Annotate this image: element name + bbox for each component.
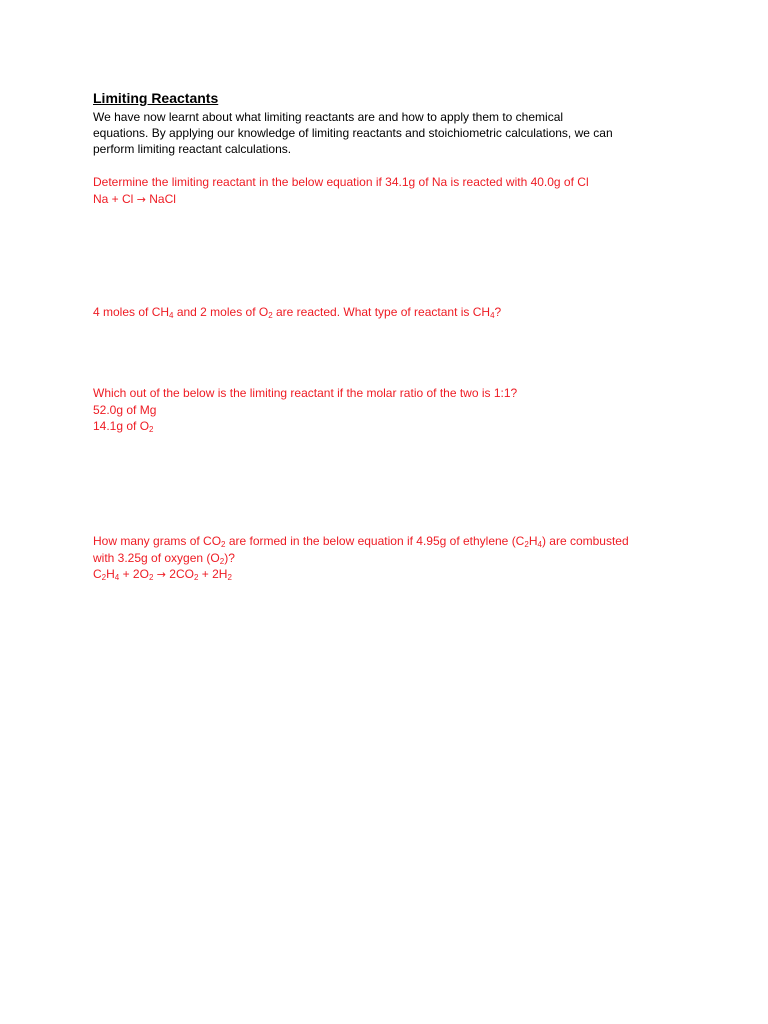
q4-l1-sub-2: 2 <box>524 540 529 549</box>
q4-eq-sub-5: 2 <box>227 573 232 582</box>
q2-part-1: 4 moles of CH <box>93 305 170 319</box>
q4-eq-a: C <box>93 567 102 581</box>
q4-l1-b: are formed in the below equation if 4.95g of ethylene (C <box>225 534 525 548</box>
q4-eq-sub-4: 2 <box>193 573 199 582</box>
q4-eq-sub-2: 4 <box>114 573 120 582</box>
question-3 <box>93 385 517 435</box>
q2-subscript-3: 4 <box>490 311 495 320</box>
q2-subscript-2: 2 <box>268 311 273 320</box>
question-4 <box>93 533 629 584</box>
reaction-arrow-icon: → <box>136 192 146 206</box>
question-4-equation <box>93 566 629 584</box>
question-4-text-line-2 <box>93 550 629 567</box>
q4-eq-sub-3: 2 <box>148 573 154 582</box>
q4-l2-a: with 3.25g of oxygen (O <box>93 550 220 565</box>
q4-eq-sub-1: 2 <box>101 573 107 582</box>
question-3-text: Which out of the below is the limiting reactant if the molar ratio of the two is 1:1? <box>93 386 518 400</box>
question-3-option-1: 52.0g of Mg <box>93 402 157 417</box>
question-1-equation <box>93 191 589 209</box>
q2-part-3: are reacted. What type of reactant is CH <box>272 305 491 319</box>
question-3-option-2 <box>93 418 517 435</box>
q4-l2-b: )? <box>224 550 235 565</box>
q2-part-4: ? <box>494 305 502 319</box>
q3-option-2-subscript: 2 <box>149 425 154 434</box>
q4-l1-d: ) are combusted <box>541 534 629 548</box>
equation-right: NaCl <box>149 191 176 206</box>
question-2 <box>93 304 501 321</box>
q4-l2-sub: 2 <box>219 556 225 566</box>
intro-line-1: We have now learnt about what limiting reactants are and how to apply them to chemical <box>93 110 564 124</box>
q4-eq-e: 2CO <box>165 567 194 581</box>
equation-left: Na + Cl <box>93 191 134 206</box>
intro-paragraph <box>93 109 693 158</box>
q4-eq-f: + 2H <box>198 567 228 581</box>
q3-option-2-text: 14.1g of O <box>93 419 150 433</box>
page-title: Limiting Reactants <box>93 90 219 106</box>
question-1-text: Determine the limiting reactant in the below equation if 34.1g of Na is reacted with 40.0g of Cl <box>93 175 589 189</box>
q2-subscript-1: 4 <box>169 311 174 320</box>
q4-l1-sub-1: 2 <box>221 540 226 549</box>
question-4-text-line-1 <box>93 533 629 550</box>
question-1 <box>93 174 589 208</box>
q4-l1-c: H <box>528 534 538 548</box>
q4-eq-b: H <box>106 567 115 581</box>
reaction-arrow-icon: → <box>156 568 166 581</box>
q4-l1-sub-3: 4 <box>537 540 542 549</box>
q2-part-2: and 2 moles of O <box>173 305 269 319</box>
q4-eq-c: + 2O <box>119 567 149 581</box>
q4-l1-a: How many grams of CO <box>93 534 222 548</box>
intro-line-3: perform limiting reactant calculations. <box>93 142 292 157</box>
intro-line-2: equations. By applying our knowledge of limiting reactants and stoichiometric calculations, we can <box>93 126 613 141</box>
question-2-text <box>93 304 501 321</box>
